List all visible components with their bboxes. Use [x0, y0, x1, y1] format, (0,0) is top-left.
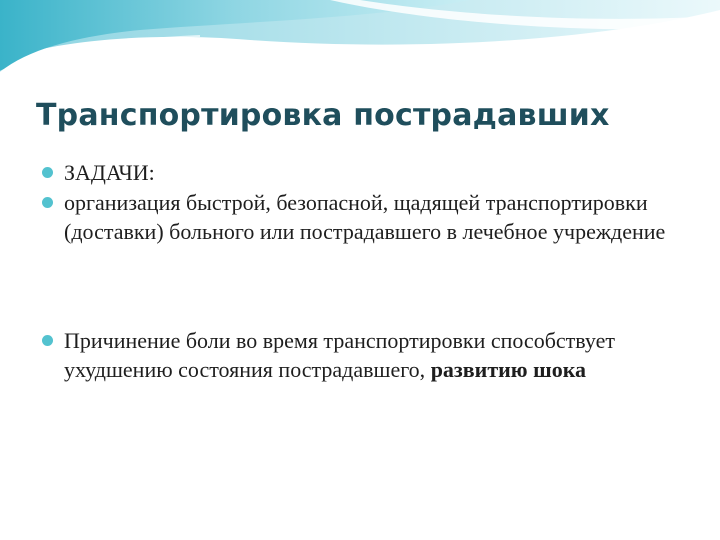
bullet-bold-text: развитию шока	[430, 357, 587, 382]
bullet-text: организация быстрой, безопасной, щадящей транспортировки (доставки) больного или пострадавшего в лечебное учреждение	[64, 190, 666, 244]
header-wave-decoration	[0, 0, 720, 80]
bullet-dot-icon	[42, 335, 53, 346]
bullet-dot-icon	[42, 197, 53, 208]
slide-title: Транспортировка пострадавших	[36, 98, 610, 133]
bullet-list	[40, 158, 680, 384]
bullet-text: ЗАДАЧИ:	[64, 160, 155, 185]
bullet-item-tasks	[40, 158, 680, 187]
bullet-item-organization	[40, 188, 680, 246]
bullet-text: Причинение боли во время транспортировки способствует ухудшению состояния пострадавшего,	[64, 328, 615, 382]
bullet-item-pain	[40, 326, 680, 384]
bullet-dot-icon	[42, 167, 53, 178]
